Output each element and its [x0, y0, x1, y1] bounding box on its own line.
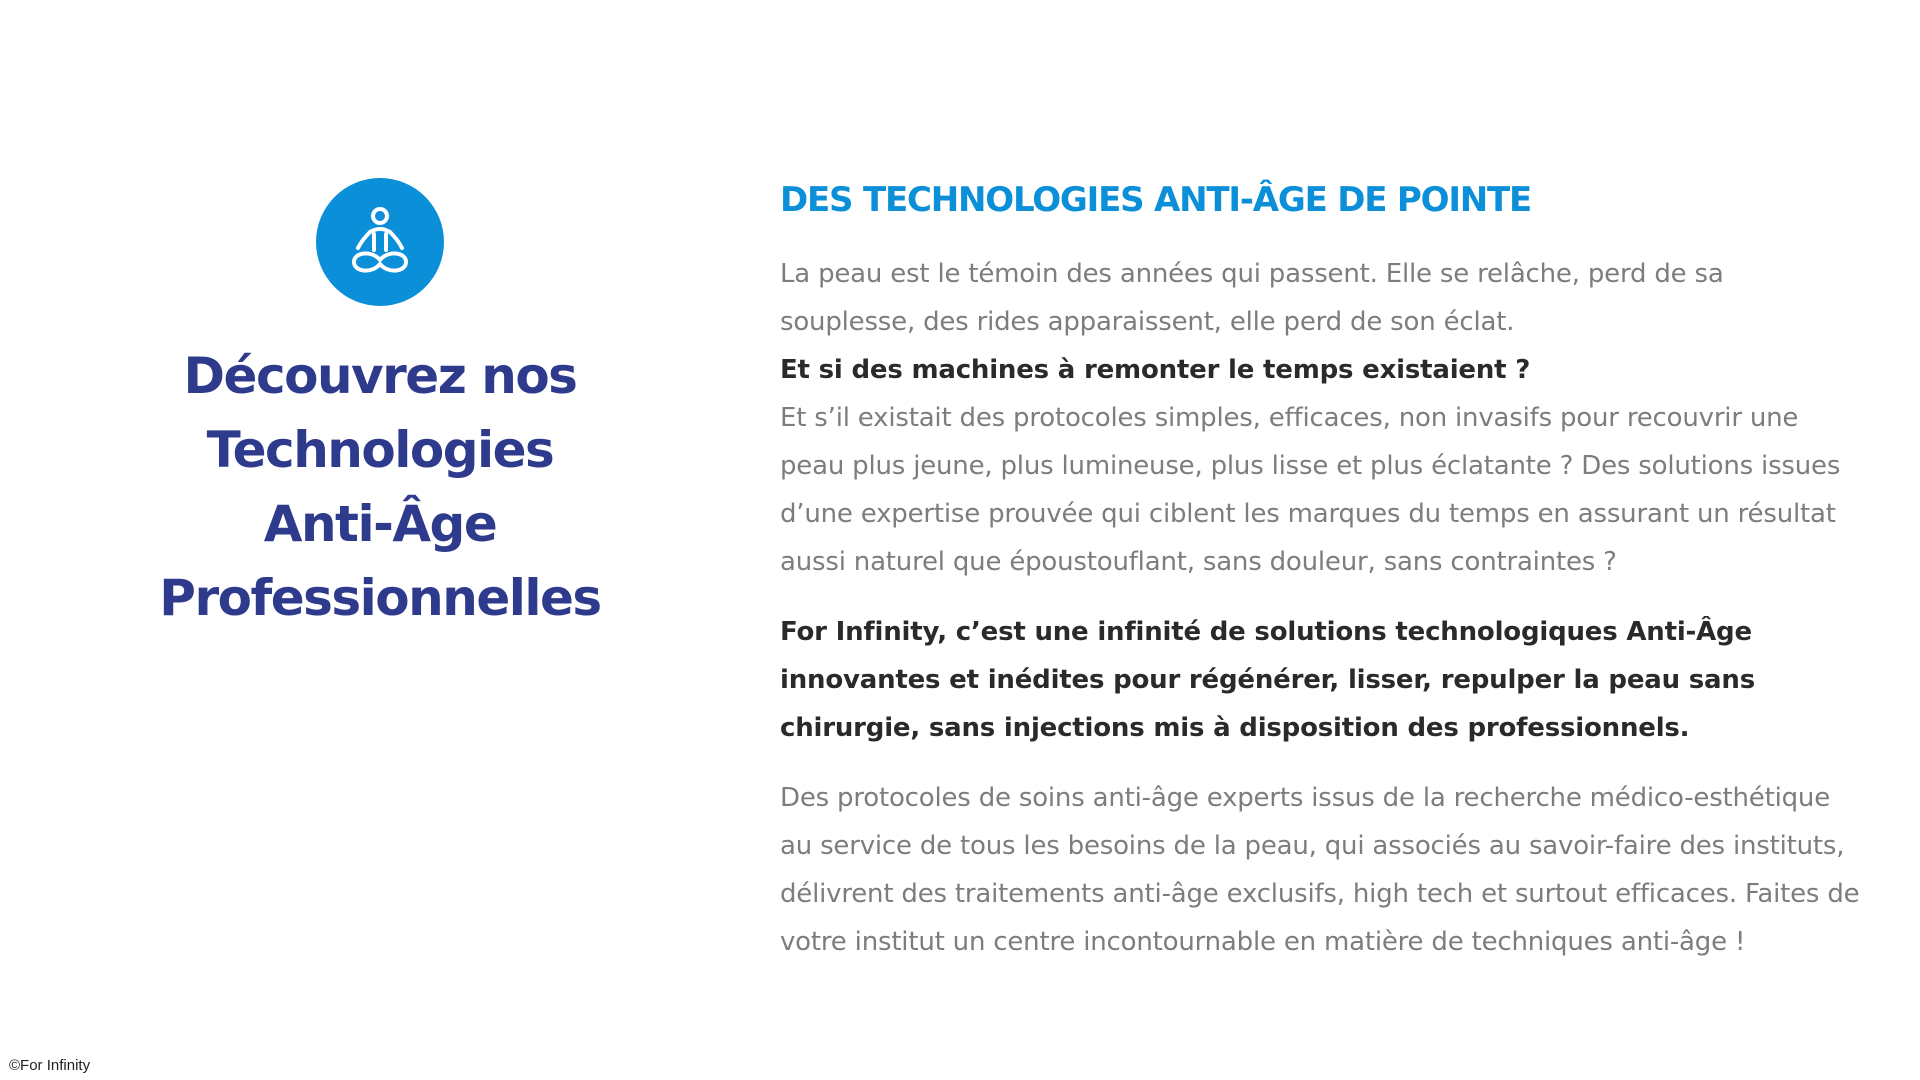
page-title-line-2: Anti-Âge Professionnelles: [159, 495, 601, 627]
page-title: [40, 339, 720, 635]
intro-paragraph: La peau est le témoin des années qui passent. Elle se relâche, perd de sa souplesse, des rides apparaissent, elle perd de son éclat.: [780, 259, 1724, 337]
section-heading: DES TECHNOLOGIES ANTI-ÂGE DE POINTE: [780, 180, 1532, 220]
content-column: [780, 176, 1860, 966]
closing-paragraph: Des protocoles de soins anti-âge experts issus de la recherche médico-esthétique au service de tous les besoins de la peau, qui associés au savoir-faire des instituts, délivrent des traitements anti-âge exclusifs, high tech et surtout efficaces. Faites de votre institut un centre incontournable en matière de techniques anti-âge !: [780, 783, 1860, 957]
meditation-lotus-icon: [316, 178, 444, 306]
copyright-notice: ©For Infinity: [9, 1057, 91, 1074]
protocols-paragraph: Et s’il existait des protocoles simples, efficaces, non invasifs pour recouvrir une peau plus jeune, plus lumineuse, plus lisse et plus éclatante ? Des solutions issues d’une expertise prouvée qui ciblent les marques du temps en assurant un résultat aussi naturel que époustouflant, sans douleur, sans contraintes ?: [780, 403, 1841, 577]
statement-paragraph: For Infinity, c’est une infinité de solutions technologiques Anti-Âge innovantes et inédites pour régénérer, lisser, repulper la peau sans chirurgie, sans injections mis à disposition des professionnels.: [780, 617, 1755, 743]
hero-block: [40, 178, 720, 635]
page-title-line-1: Découvrez nos Technologies: [183, 347, 577, 479]
question-line: Et si des machines à remonter le temps existaient ?: [780, 355, 1531, 385]
